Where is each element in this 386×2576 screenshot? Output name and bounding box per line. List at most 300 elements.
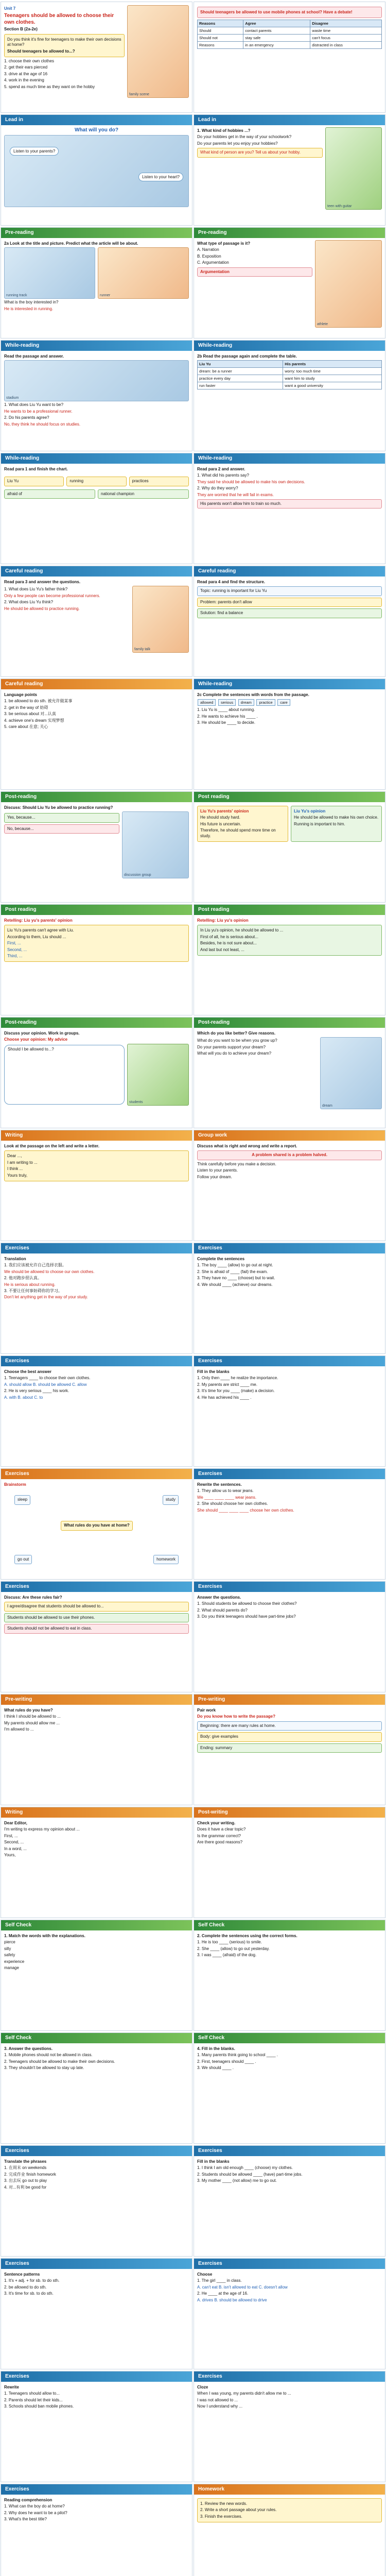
slide-bar: Careful reading xyxy=(1,679,192,689)
options: A. should allow B. should be allowed C. allow xyxy=(4,1382,87,1387)
phrase: 3. 出去玩 go out to play xyxy=(4,2178,47,2183)
heading: Retelling: Liu yu's parents' opinion xyxy=(4,918,73,923)
letter-line: First, ... xyxy=(4,1833,18,1838)
sentence: 2. She is afraid of ____ (fail) the exam. xyxy=(197,1269,268,1274)
slide-bar: Exercises xyxy=(1,2484,192,2495)
sentence: 1. I think I am old enough ____ (choose) my clothes. xyxy=(197,2165,293,2171)
slide-bar: While-reading xyxy=(1,341,192,351)
discussion-picture xyxy=(122,811,189,878)
slide-43 xyxy=(1,2371,192,2482)
point: My parents should allow me ... xyxy=(4,1720,60,1725)
q1: Do you think it's fine for teenagers to make their own decisions at home? xyxy=(7,37,121,47)
slide-34 xyxy=(194,1807,385,1918)
slide-bar: Exercises xyxy=(1,1469,192,1479)
point: Listen to your parents. xyxy=(197,1168,238,1173)
slide-12 xyxy=(194,566,385,677)
slide-bar: Exercises xyxy=(194,1356,385,1366)
point: 2. get in the way of 妨碍 xyxy=(4,705,48,710)
cell: Should not xyxy=(198,35,243,42)
point: Students should be allowed to use their phones. xyxy=(4,1613,189,1622)
heading: A problem shared is a problem halved. xyxy=(197,1150,382,1160)
task: 2. Complete the sentences using the correct forms. xyxy=(197,1934,297,1938)
slide-40 xyxy=(194,2145,385,2257)
slide-bar: Self Check xyxy=(194,2033,385,2043)
point: I'm allowed to ... xyxy=(4,1727,34,1732)
choice-picture xyxy=(4,135,189,207)
sentence: I was not allowed to ... xyxy=(197,2397,238,2402)
answer: He wants to be a professional runner. xyxy=(4,409,73,414)
keyword: national champion xyxy=(98,489,189,499)
cell: want him to study xyxy=(283,375,382,382)
slide-bar: Post reading xyxy=(1,905,192,915)
options: A. can't eat B. isn't allowed to eat C. doesn't allow xyxy=(197,2284,288,2290)
point: Think carefully before you make a decision. xyxy=(197,1161,276,1166)
sentence: 3. My mother ____ (not allow) me to go out. xyxy=(197,2178,277,2183)
sentence: 3. They have no ____ (choose) but to wait. xyxy=(197,1276,275,1281)
slide-bar: Exercises xyxy=(1,2146,192,2156)
slide-38 xyxy=(194,2032,385,2144)
match-word: safety xyxy=(4,1953,15,1958)
cell: Should xyxy=(198,27,243,35)
cell: waste time xyxy=(310,27,382,35)
task: Choose the best answer xyxy=(4,1369,52,1374)
pic-label: running track xyxy=(6,294,27,298)
sentence: 2. First, teenagers should ____ . xyxy=(197,2059,256,2064)
sentence: 3. They shouldn't be allowed to stay up late. xyxy=(4,2065,84,2071)
item-1: 1. choose their own clothes xyxy=(4,58,54,63)
cell: worry: too much time xyxy=(283,368,382,375)
answer: He is interested in running. xyxy=(4,306,54,311)
cell: stay safe xyxy=(243,35,310,42)
point: Running is important to him. xyxy=(294,821,345,826)
slide-9 xyxy=(1,453,192,564)
slide-20 xyxy=(194,1017,385,1128)
task: Check your writing. xyxy=(197,1821,236,1825)
task: Rewrite the sentences. xyxy=(197,1482,242,1487)
task: 2c Complete the sentences with words from the passage. xyxy=(197,692,309,697)
cell: dream: be a runner xyxy=(198,368,283,375)
task: Answer the questions. xyxy=(197,1595,241,1600)
sentence: 2. Teenagers should be allowed to make their own decisions. xyxy=(4,2059,115,2064)
node: go out xyxy=(14,1555,32,1564)
sentence: 1. Teenagers should allow to... xyxy=(4,2391,60,2396)
task: Choose xyxy=(197,2272,213,2277)
point: His future is uncertain. xyxy=(200,821,241,826)
bubble-parents: Listen to your parents? xyxy=(10,147,59,156)
center-node: What rules do you have at home? xyxy=(61,1521,133,1530)
point: Second, ... xyxy=(7,947,27,952)
question: 3. Do you think teenagers should have part-time jobs? xyxy=(197,1614,296,1619)
sentence: 1. They allow us to wear jeans. xyxy=(197,1488,254,1494)
letter-line: In a word, ... xyxy=(4,1846,27,1851)
q-box xyxy=(4,34,125,57)
sentence: 2. Students should be allowed ____ (have) part-time jobs. xyxy=(197,2172,303,2177)
point: Follow your dream. xyxy=(197,1174,233,1179)
sentence: 2. My parents are strict ____ me. xyxy=(197,1382,257,1387)
slide-bar: Post reading xyxy=(194,905,385,915)
slide-27 xyxy=(1,1468,192,1580)
bubble: Should I be allowed to...? xyxy=(4,1045,125,1105)
slide-bar: Pre-writing xyxy=(194,1694,385,1705)
task: Read para 4 and find the structure. xyxy=(197,580,266,584)
sentence: 3. It's time for you ____ (make) a decision. xyxy=(197,1388,275,1394)
slide-44 xyxy=(194,2371,385,2482)
slide-16 xyxy=(194,791,385,903)
cell: want a good university xyxy=(283,382,382,389)
question: 2. Why do they worry? xyxy=(197,486,238,491)
slide-bar: Post-reading xyxy=(1,1018,192,1028)
slide-2 xyxy=(194,2,385,113)
item-5: 5. spend as much time as they want on the hobby xyxy=(4,84,95,89)
task: Complete the sentences xyxy=(197,1257,245,1261)
heading: Retelling: Liu yu's opinion xyxy=(197,918,249,923)
point: 5. care about 在意; 关心 xyxy=(4,724,48,729)
task: Reading comprehension xyxy=(4,2498,52,2502)
node: sleep xyxy=(14,1495,30,1504)
structure-row: Solution: find a balance xyxy=(197,608,382,618)
point: He should be allowed to make his own choice. xyxy=(294,815,379,820)
slide-bar: Lead in xyxy=(1,115,192,125)
match-word: manage xyxy=(4,1965,19,1970)
pattern: 2. be allowed to do sth. xyxy=(4,2284,47,2290)
question: What kind of person are you? Tell us about your hobby. xyxy=(197,148,323,157)
structure-row: Beginning: there are many rules at home. xyxy=(197,1721,382,1731)
slide-30 xyxy=(194,1581,385,1692)
letter-line: I'm writing to express my opinion about ... xyxy=(4,1827,80,1832)
debate-title: Should teenagers be allowed to use mobile phones at school? Have a debate! xyxy=(200,10,353,14)
task: Translation xyxy=(4,1257,26,1261)
option: A. Narration xyxy=(197,247,219,252)
slide-8 xyxy=(194,340,385,451)
slide-10 xyxy=(194,453,385,564)
pic-label: stadium xyxy=(6,396,19,400)
section-label: Section B (2a-2e) xyxy=(4,27,38,32)
students-picture xyxy=(127,1044,189,1106)
no-column: No, because... xyxy=(4,824,119,834)
task: 4. Fill in the blanks. xyxy=(197,2046,235,2051)
word-bank xyxy=(197,699,382,706)
point: In Liu yu's opinion, he should be allowed to ... xyxy=(200,928,284,933)
homework-item: 2. Write a short passage about your rules. xyxy=(200,2507,277,2513)
task: What rules do you have? xyxy=(4,1708,53,1713)
debate-header xyxy=(197,7,382,18)
slide-bar: While-reading xyxy=(194,679,385,689)
slide-37 xyxy=(1,2032,192,2144)
point: Liu Yu's parents can't agree with Liu. xyxy=(7,928,74,933)
word: care xyxy=(277,699,290,706)
item-3: 3. drive at the age of 16 xyxy=(4,71,48,76)
pic-label: teen with guitar xyxy=(327,205,352,208)
dream-picture xyxy=(320,1037,382,1109)
task: Language points xyxy=(4,692,37,697)
point: And last but not least, ... xyxy=(200,947,244,952)
cell: Reasons xyxy=(198,42,243,49)
slide-bar: Careful reading xyxy=(1,566,192,577)
task: Fill in the blanks xyxy=(197,2159,230,2164)
col-head: Disagree xyxy=(310,20,382,27)
cn-line: 1. 我们应该被允许自己选择衣服。 xyxy=(4,1263,66,1268)
point: 4. achieve one's dream 实现梦想 xyxy=(4,718,64,723)
question: 2. Why does he want to be a pilot? xyxy=(4,2510,67,2515)
answer: He should be allowed to practice running. xyxy=(4,606,80,611)
task: Translate the phrases xyxy=(4,2159,47,2164)
question: 2. He is very serious ____ his work. xyxy=(4,1388,69,1394)
cell: practice every day xyxy=(198,375,283,382)
sentence: 3. Schools should ban mobile phones. xyxy=(4,2404,74,2409)
question: 2. He ____ at the age of 16. xyxy=(197,2291,249,2296)
slide-32 xyxy=(194,1694,385,1805)
task: Read para 2 and answer. xyxy=(197,467,245,471)
slide-bar: Homework xyxy=(194,2484,385,2495)
question: Do your parents support your dream? xyxy=(197,1044,266,1049)
col-head: Agree xyxy=(243,20,310,27)
sentence: We ____ ____ ____ wear jeans. xyxy=(197,1495,257,1500)
letter-line: Yours, xyxy=(4,1852,16,1857)
bubble-heart: Listen to your heart? xyxy=(138,173,183,181)
answer: Only a few people can become professional runners. xyxy=(4,593,100,598)
task: Rewrite xyxy=(4,2385,19,2389)
point: First of all, he is serious about... xyxy=(200,934,258,939)
keyword: running xyxy=(66,477,126,486)
col-head: Reasons xyxy=(198,20,243,27)
sentence: 4. We should ____ (achieve) our dreams. xyxy=(197,1282,273,1287)
question: What will you do to achieve your dream? xyxy=(197,1051,272,1056)
point: 1. be allowed to do sth. 被允许做某事 xyxy=(4,699,73,704)
answer: They said he should be allowed to make his own decisions. xyxy=(197,479,305,484)
sentence: When I was young, my parents didn't allow me to ... xyxy=(197,2391,291,2396)
task: 2b Read the passage again and complete the table. xyxy=(197,354,297,359)
track-picture xyxy=(4,247,95,299)
match-word: experience xyxy=(4,1959,25,1964)
pattern: 1. It's + adj. + for sb. to do sth. xyxy=(4,2278,60,2283)
question: What is the boy interested in? xyxy=(4,300,59,305)
sentence: She should ____ ____ ____ choose her own clothes. xyxy=(197,1507,294,1513)
check-item: Are there good reasons? xyxy=(197,1840,243,1845)
slide-bar: Exercises xyxy=(194,2371,385,2382)
heading: Do you know how to write the passage? xyxy=(197,1714,276,1719)
slide-36 xyxy=(194,1920,385,2031)
sentence: 1. Many parents think going to school ____ . xyxy=(197,2053,278,2058)
slide-bar: Exercises xyxy=(194,1243,385,1253)
slide-6 xyxy=(194,227,385,338)
task: Discuss what is right and wrong and write a report. xyxy=(197,1144,297,1148)
greeting: Dear Editor, xyxy=(4,1821,27,1825)
slide-bar: Exercises xyxy=(194,2259,385,2269)
slide-5 xyxy=(1,227,192,338)
question: Do your parents let you enjoy your hobbies? xyxy=(197,141,278,146)
runner-picture xyxy=(98,247,189,299)
sentence: 1. He is too ____ (serious) to smile. xyxy=(197,1940,262,1945)
sentence: 3. I was ____ (afraid) of the dog. xyxy=(197,1953,257,1958)
cell: in an emergency xyxy=(243,42,310,49)
question: Do your hobbies get in the way of your schoolwork? xyxy=(197,134,292,140)
slide-bar: While-reading xyxy=(1,453,192,464)
point: I think I should be allowed to ... xyxy=(4,1714,61,1719)
slide-35 xyxy=(1,1920,192,2031)
question: What do you want to be when you grow up? xyxy=(197,1038,277,1043)
slide-39 xyxy=(1,2145,192,2257)
pattern: 3. It's time for sb. to do sth. xyxy=(4,2291,54,2296)
sentence: 3. We should ____ . xyxy=(197,2065,234,2071)
slide-31 xyxy=(1,1694,192,1805)
point: He should study hard. xyxy=(200,815,240,820)
question: 1. What does Liu Yu want to be? xyxy=(4,402,64,408)
question: 1. What kind of hobbies ...? xyxy=(197,128,251,133)
question: 1. What did his parents say? xyxy=(197,473,249,478)
slide-bar: Exercises xyxy=(1,2259,192,2269)
answer: Argumentation xyxy=(197,267,312,277)
structure-row: Topic: running is important for Liu Yu xyxy=(197,586,382,596)
cell: distracted in class xyxy=(310,42,382,49)
slide-heading: What will you do? xyxy=(75,127,118,133)
athlete-picture xyxy=(315,240,382,328)
slide-bar: Exercises xyxy=(1,1582,192,1592)
slide-bar: Self Check xyxy=(194,1920,385,1930)
sentence: 2. He wants to achieve his ____ . xyxy=(197,714,258,719)
slide-bar: Exercises xyxy=(194,2146,385,2156)
question: 2. What should parents do? xyxy=(197,1607,248,1613)
answer: No, they think he should focus on studies. xyxy=(4,421,81,427)
compare-table xyxy=(197,360,382,389)
task: Read para 1 and finish the chart. xyxy=(4,467,68,471)
letter-line: Dear ..., xyxy=(7,1154,22,1159)
unit-label: Unit 7 xyxy=(4,6,16,11)
phrase: 1. 在周末 on weekends xyxy=(4,2165,47,2171)
question: 1. The girl ____ in class. xyxy=(197,2278,242,2283)
slide-15 xyxy=(1,791,192,903)
slide-bar: Lead in xyxy=(194,115,385,125)
en-line: He is serious about running. xyxy=(4,1282,56,1287)
letter-line: Second, ... xyxy=(4,1840,24,1845)
slide-7 xyxy=(1,340,192,451)
task: Cloze xyxy=(197,2385,208,2389)
en-line: Don't let anything get in the way of your study. xyxy=(4,1295,88,1300)
sentence: 1. Mobile phones should not be allowed in class. xyxy=(4,2053,93,2058)
structure-row: Ending: summary xyxy=(197,1743,382,1753)
sentence: 3. He should be ____ to decide. xyxy=(197,720,255,725)
options: A. drives B. should be allowed to drive xyxy=(197,2297,267,2302)
keyword: Liu Yu xyxy=(4,477,64,486)
task: Discuss: Are these rules fair? xyxy=(4,1595,62,1600)
structure-row: Body: give examples xyxy=(197,1732,382,1741)
pic-label: family scene xyxy=(129,93,149,96)
homework-item: 1. Review the new words. xyxy=(200,2501,248,2506)
task: Read para 3 and answer the questions. xyxy=(4,580,81,584)
keyword: practices xyxy=(129,477,189,486)
slide-bar: Self Check xyxy=(1,2033,192,2043)
heading: What type of passage is it? xyxy=(197,241,251,246)
slide-bar: Careful reading xyxy=(194,566,385,577)
point: According to them, Liu should ... xyxy=(7,934,66,939)
structure-row: Problem: parents don't allow xyxy=(197,598,382,607)
slide-bar: Exercises xyxy=(1,1356,192,1366)
brainstorm-map xyxy=(4,1488,189,1571)
cn-line: 2. 他对跑步很认真。 xyxy=(4,1276,42,1281)
slide-bar: Exercises xyxy=(194,1469,385,1479)
option: C. Argumentation xyxy=(197,260,229,265)
slide-23 xyxy=(1,1243,192,1354)
col-head: His parents xyxy=(283,361,382,368)
check-item: Does it have a clear topic? xyxy=(197,1827,246,1832)
slide-18 xyxy=(194,904,385,1015)
slide-bar: While-reading xyxy=(194,453,385,464)
task: Brainstorm xyxy=(4,1482,26,1487)
letter-line: I am writing to ... xyxy=(7,1160,38,1165)
slide-25 xyxy=(1,1355,192,1467)
slide-bar: Exercises xyxy=(1,1243,192,1253)
hobby-picture xyxy=(325,127,382,210)
slide-bar: Post reading xyxy=(194,792,385,802)
sentence: 2. She should choose her own clothes. xyxy=(197,1501,268,1506)
letter-line: I think ... xyxy=(7,1166,23,1172)
pic-label: runner xyxy=(100,294,111,298)
sentence: 1. The boy ____ (allow) to go out at night. xyxy=(197,1263,273,1268)
task: Which do you like better? Give reasons. xyxy=(197,1031,276,1036)
word: serious xyxy=(218,699,236,706)
sentence: Now I understand why ... xyxy=(197,2404,243,2409)
pic-label: athlete xyxy=(317,323,328,326)
stadium-picture xyxy=(4,360,189,401)
slide-bar: Writing xyxy=(1,1807,192,1818)
task: Read the passage and answer. xyxy=(4,354,64,359)
pic-label: discussion group xyxy=(124,873,151,877)
slide-26 xyxy=(194,1355,385,1467)
item-4: 4. work in the evening xyxy=(4,78,44,83)
slide-bar: Pre-reading xyxy=(194,228,385,238)
slide-bar: Exercises xyxy=(194,1582,385,1592)
task: Sentence patterns xyxy=(4,2272,40,2277)
family-talk-picture xyxy=(132,586,189,653)
slide-bar: Self Check xyxy=(1,1920,192,1930)
pic-label: family talk xyxy=(134,648,151,652)
question: 2. What does Liu Yu think? xyxy=(4,600,54,605)
cn-line: 3. 不要让任何事妨碍你的学习。 xyxy=(4,1288,62,1293)
slide-bar: Post-reading xyxy=(194,1018,385,1028)
heading: Choose your opinion: My advice xyxy=(4,1037,68,1042)
point: Therefore, he should spend more time on study. xyxy=(200,828,276,838)
slide-4 xyxy=(194,114,385,226)
node: homework xyxy=(153,1555,179,1564)
question: 1. What does Liu Yu's father think? xyxy=(4,587,68,592)
word: allowed xyxy=(198,699,216,706)
word: practice xyxy=(256,699,275,706)
slide-bar: Group work xyxy=(194,1130,385,1141)
debate-table xyxy=(197,20,382,49)
sentence: 2. She ____ (allow) to go out yesterday. xyxy=(197,1946,270,1951)
slide-33 xyxy=(1,1807,192,1918)
match-word: silly xyxy=(4,1946,11,1951)
phrase: 4. 对...有利 be good for xyxy=(4,2184,47,2190)
cell: run faster xyxy=(198,382,283,389)
sentence: 4. He has achieved his ____ . xyxy=(197,1395,252,1400)
cell: can't focus xyxy=(310,35,382,42)
letter-line: Yours truly, xyxy=(7,1173,28,1178)
question: 1. Should students be allowed to choose their clothes? xyxy=(197,1601,297,1606)
yes-column: Yes, because... xyxy=(4,813,119,822)
task: Discuss: Should Liu Yu be allowed to practice running? xyxy=(4,805,113,810)
item-2: 2. get their ears pierced xyxy=(4,65,48,70)
note: His parents won't allow him to train so much. xyxy=(197,499,382,509)
question: 3. What's the best title? xyxy=(4,2517,47,2522)
slide-1 xyxy=(1,2,192,113)
point: Students should not be allowed to eat in class. xyxy=(4,1624,189,1633)
match-word: pierce xyxy=(4,1940,15,1945)
en-line: We should be allowed to choose our own clothes. xyxy=(4,1269,95,1274)
slide-bar: While-reading xyxy=(194,341,385,351)
slide-13 xyxy=(1,679,192,790)
slide-3 xyxy=(1,114,192,226)
keyword: afraid of xyxy=(4,489,95,499)
